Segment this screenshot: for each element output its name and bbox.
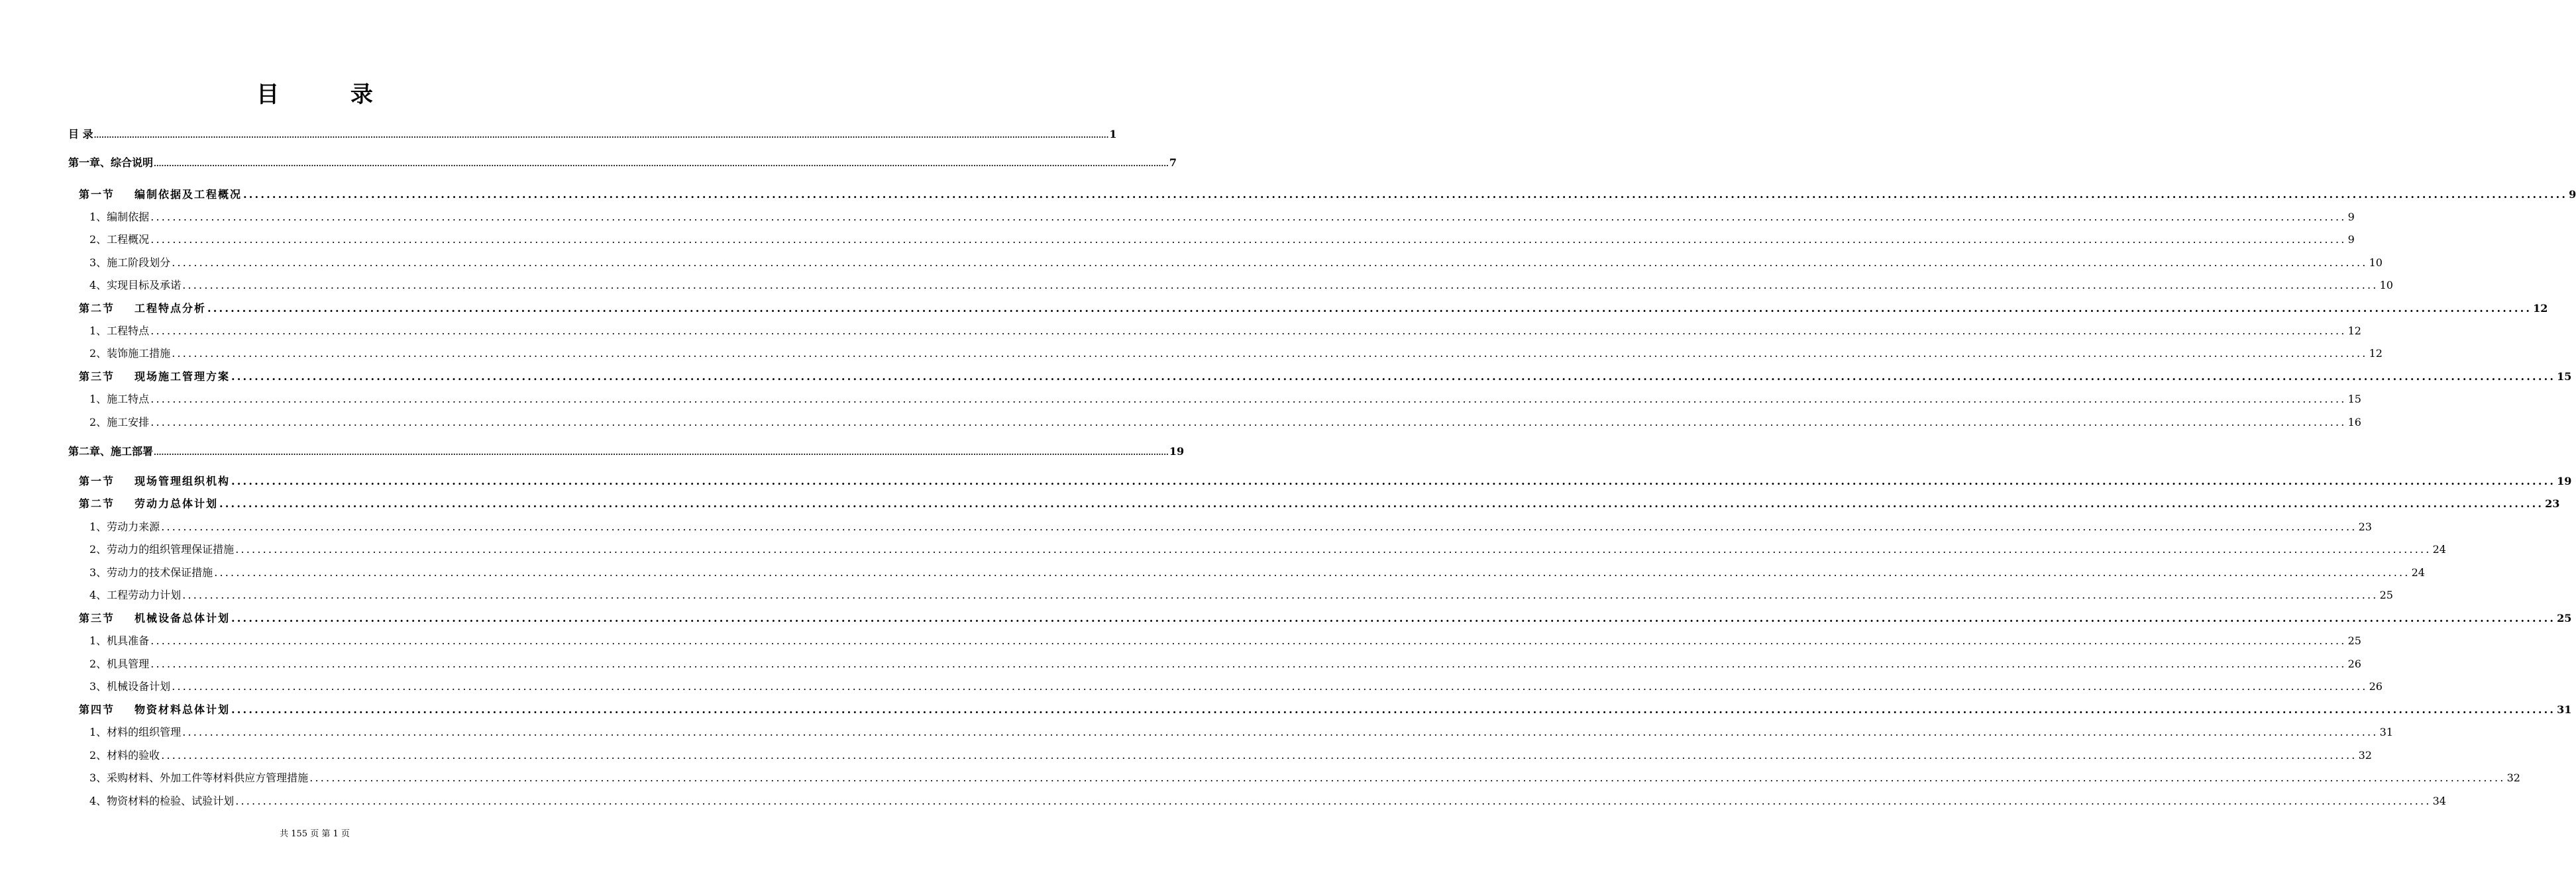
toc-entry-title: 4、实现目标及承诺 — [89, 279, 182, 291]
toc-entry-chapter[interactable] — [68, 126, 1117, 141]
toc-entry-item[interactable] — [89, 678, 2383, 693]
toc-page-number: 12 — [2347, 324, 2361, 337]
toc-section-title: 物资材料总体计划 — [134, 703, 231, 716]
dot-leader: ................................................................................................................................................................................................................................................................................................................................................................................................................ — [154, 448, 1169, 457]
toc-page-number: 7 — [1169, 156, 1177, 169]
toc-entry-item[interactable] — [89, 541, 2446, 556]
toc-section-heading — [79, 368, 230, 383]
toc-page-number: 34 — [2432, 795, 2446, 807]
dot-leader: ................................................................................................................................................................................................................................................................................................................................................................................................................ — [231, 370, 2556, 383]
toc-page-number: 31 — [2379, 726, 2393, 738]
toc-page-number: 26 — [2369, 680, 2383, 693]
toc-page-number: 15 — [2557, 370, 2572, 383]
toc-entry-title: 3、机械设备计划 — [89, 680, 171, 693]
dot-leader: ................................................................................................................................................................................................................................................................................................................................................................................................................ — [150, 416, 2347, 428]
toc-section-heading — [79, 300, 206, 315]
toc-page-number: 25 — [2347, 634, 2361, 647]
toc-page-number: 25 — [2557, 612, 2572, 624]
toc-page-number: 23 — [2545, 497, 2560, 510]
toc-entry-item[interactable] — [89, 254, 2383, 270]
dot-leader: ................................................................................................................................................................................................................................................................................................................................................................................................................ — [231, 475, 2556, 487]
toc-page-number: 32 — [2358, 749, 2372, 762]
dot-leader: ................................................................................................................................................................................................................................................................................................................................................................................................................ — [150, 233, 2347, 246]
toc-entry-item[interactable] — [89, 414, 2361, 429]
dot-leader: ................................................................................................................................................................................................................................................................................................................................................................................................................ — [150, 393, 2347, 405]
toc-entry-title: 4、工程劳动力计划 — [89, 589, 182, 601]
dot-leader: ................................................................................................................................................................................................................................................................................................................................................................................................................ — [231, 612, 2556, 624]
dot-leader: ................................................................................................................................................................................................................................................................................................................................................................................................................ — [154, 160, 1169, 168]
toc-page-number: 10 — [2369, 256, 2383, 269]
toc-page-number: 19 — [1169, 445, 1185, 458]
toc-page-number: 24 — [2432, 543, 2446, 556]
toc-entry-title: 1、机具准备 — [89, 634, 150, 647]
dot-leader: ................................................................................................................................................................................................................................................................................................................................................................................................................ — [172, 347, 2368, 360]
toc-section-number: 第三节 — [79, 612, 115, 624]
toc-section-title: 编制依据及工程概况 — [134, 188, 242, 201]
toc-entry-section[interactable] — [79, 186, 2576, 201]
toc-entry-title: 2、施工安排 — [89, 416, 150, 428]
toc-entry-title: 1、工程特点 — [89, 324, 150, 337]
dot-leader: ................................................................................................................................................................................................................................................................................................................................................................................................................ — [161, 520, 2357, 533]
toc-section-heading — [79, 701, 230, 717]
toc-page-number: 12 — [2369, 347, 2383, 360]
toc-entry-title: 3、采购材料、外加工件等材料供应方管理措施 — [89, 771, 309, 784]
toc-page-number: 9 — [2569, 188, 2576, 201]
toc-entry-title: 4、物资材料的检验、试验计划 — [89, 795, 235, 807]
dot-leader: ................................................................................................................................................................................................................................................................................................................................................................................................................ — [235, 543, 2432, 556]
toc-entry-title: 2、机具管理 — [89, 658, 150, 670]
toc-entry-title: 3、劳动力的技术保证措施 — [89, 566, 213, 579]
dot-leader: ................................................................................................................................................................................................................................................................................................................................................................................................................ — [309, 771, 2506, 784]
toc-entry-section[interactable] — [79, 300, 2548, 315]
dot-leader: ................................................................................................................................................................................................................................................................................................................................................................................................................ — [150, 634, 2347, 647]
toc-entry-chapter[interactable] — [68, 154, 1177, 170]
toc-entry-title: 1、施工特点 — [89, 393, 150, 405]
toc-section-number: 第一节 — [79, 188, 115, 201]
toc-page-number: 15 — [2347, 393, 2361, 405]
toc-section-number: 第三节 — [79, 370, 115, 383]
toc-entry-section[interactable] — [79, 495, 2560, 511]
toc-entry-title: 3、施工阶段划分 — [89, 256, 171, 269]
dot-leader: ................................................................................................................................................................................................................................................................................................................................................................................................................ — [150, 324, 2347, 337]
toc-page-number: 9 — [2347, 233, 2355, 246]
toc-page-number: 23 — [2358, 520, 2372, 533]
toc-entry-title: 1、材料的组织管理 — [89, 726, 182, 738]
toc-entry-item[interactable] — [89, 277, 2393, 292]
toc-entry-title: 1、编制依据 — [89, 211, 150, 223]
toc-section-number: 第一节 — [79, 475, 115, 487]
toc-entry-item[interactable] — [89, 564, 2425, 579]
dot-leader: ................................................................................................................................................................................................................................................................................................................................................................................................................ — [235, 795, 2432, 807]
toc-entry-title: 第二章、施工部署 — [68, 445, 154, 458]
toc-section-heading — [79, 186, 242, 201]
dot-leader: ................................................................................................................................................................................................................................................................................................................................................................................................................ — [182, 279, 2379, 291]
dot-leader: ................................................................................................................................................................................................................................................................................................................................................................................................................ — [172, 256, 2368, 269]
toc-entry-title: 1、劳动力来源 — [89, 520, 160, 533]
toc-section-title: 劳动力总体计划 — [134, 497, 219, 510]
toc-page-number: 25 — [2379, 589, 2393, 601]
dot-leader: ................................................................................................................................................................................................................................................................................................................................................................................................................ — [182, 589, 2379, 601]
toc-entry-item[interactable] — [89, 724, 2393, 739]
dot-leader: ................................................................................................................................................................................................................................................................................................................................................................................................................ — [207, 302, 2532, 315]
toc-entry-section[interactable] — [79, 610, 2572, 625]
toc-section-title: 现场管理组织机构 — [134, 475, 231, 487]
toc-entry-item[interactable] — [89, 209, 2355, 224]
toc-section-title: 现场施工管理方案 — [134, 370, 231, 383]
toc-entry-item[interactable] — [89, 793, 2446, 808]
toc-entry-title: 2、装饰施工措施 — [89, 347, 171, 360]
toc-page-number: 1 — [1109, 128, 1117, 140]
dot-leader: ................................................................................................................................................................................................................................................................................................................................................................................................................ — [172, 680, 2368, 693]
dot-leader: ................................................................................................................................................................................................................................................................................................................................................................................................................ — [150, 658, 2347, 670]
page-title: 目 录 — [256, 81, 405, 108]
dot-leader: ................................................................................................................................................................................................................................................................................................................................................................................................................ — [231, 703, 2556, 716]
toc-entry-item[interactable] — [89, 322, 2361, 338]
toc-entry-title: 2、材料的验收 — [89, 749, 160, 762]
toc-section-heading — [79, 610, 230, 625]
toc-section-heading — [79, 473, 230, 488]
toc-entry-title: 目 录 — [68, 128, 93, 140]
toc-entry-item[interactable] — [89, 769, 2520, 785]
dot-leader: ................................................................................................................................................................................................................................................................................................................................................................................................................ — [182, 726, 2379, 738]
dot-leader: ................................................................................................................................................................................................................................................................................................................................................................................................................ — [161, 749, 2357, 762]
toc-page-number: 10 — [2379, 279, 2393, 291]
dot-leader: ................................................................................................................................................................................................................................................................................................................................................................................................................ — [214, 566, 2410, 579]
toc-entry-item[interactable] — [89, 345, 2383, 360]
toc-page-number: 12 — [2533, 302, 2548, 315]
toc-entry-title: 第一章、综合说明 — [68, 156, 154, 169]
toc-page-number: 32 — [2506, 771, 2520, 784]
toc-entry-item[interactable] — [89, 747, 2372, 762]
dot-leader: ................................................................................................................................................................................................................................................................................................................................................................................................................ — [150, 211, 2347, 223]
toc-page-number: 16 — [2347, 416, 2361, 428]
page-footer: 共 155 页 第 1 页 — [280, 829, 350, 839]
toc-section-title: 工程特点分析 — [134, 302, 207, 315]
toc-entry-title: 2、工程概况 — [89, 233, 150, 246]
toc-section-title: 机械设备总体计划 — [134, 612, 231, 624]
toc-entry-chapter[interactable] — [68, 443, 1185, 458]
toc-page-number: 31 — [2557, 703, 2572, 716]
toc-entry-item[interactable] — [89, 656, 2361, 671]
dot-leader: ................................................................................................................................................................................................................................................................................................................................................................................................................ — [219, 497, 2544, 510]
toc-entry-title: 2、劳动力的组织管理保证措施 — [89, 543, 235, 556]
toc-entry-item[interactable] — [89, 231, 2355, 246]
toc-entry-item[interactable] — [89, 632, 2361, 648]
toc-page-number: 9 — [2347, 211, 2355, 223]
toc-page-number: 26 — [2347, 658, 2361, 670]
toc-entry-section[interactable] — [79, 368, 2572, 383]
dot-leader: ................................................................................................................................................................................................................................................................................................................................................................................................................ — [243, 188, 2568, 201]
toc-section-number: 第四节 — [79, 703, 115, 716]
toc-section-number: 第二节 — [79, 302, 115, 315]
toc-entry-section[interactable] — [79, 473, 2572, 488]
toc-entry-item[interactable] — [89, 391, 2361, 406]
toc-section-heading — [79, 495, 218, 511]
dot-leader: ................................................................................................................................................................................................................................................................................................................................................................................................................ — [93, 131, 1109, 140]
toc-entry-section[interactable] — [79, 701, 2572, 717]
toc-entry-item[interactable] — [89, 519, 2372, 534]
toc-entry-item[interactable] — [89, 587, 2393, 602]
toc-page-number: 19 — [2557, 475, 2572, 487]
toc-page-number: 24 — [2411, 566, 2425, 579]
toc-section-number: 第二节 — [79, 497, 115, 510]
